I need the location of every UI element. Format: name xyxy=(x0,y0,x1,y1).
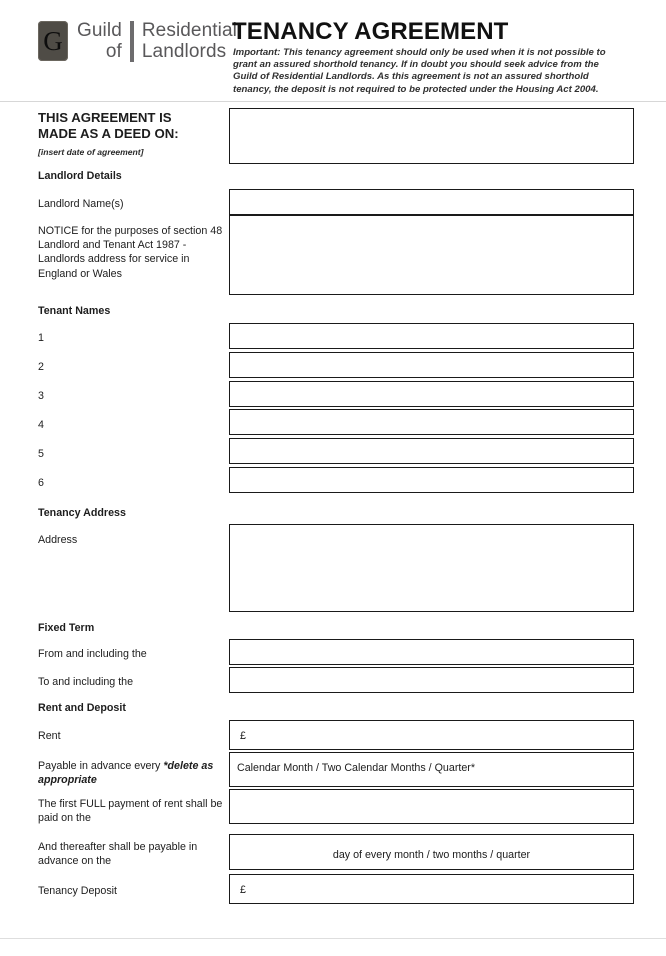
tenancy-address-label: Address xyxy=(38,534,78,546)
payable-frequency-options: Calendar Month / Two Calendar Months / Quarter* xyxy=(237,762,476,774)
tenancy-deposit-currency-symbol: £ xyxy=(240,884,246,896)
thereafter-payable-label: And thereafter shall be payable in advance on the xyxy=(38,841,198,868)
page-title: TENANCY AGREEMENT xyxy=(232,18,509,45)
tenant-row-number-1: 1 xyxy=(38,332,44,344)
fixed-term-to-field[interactable] xyxy=(229,667,634,693)
document-header xyxy=(0,0,666,104)
logo-word-of: of xyxy=(105,41,122,62)
landlord-notice-label: NOTICE for the purposes of section 48 Landlord and Tenant Act 1987 - Landlords address for service in England or Wales xyxy=(38,225,223,280)
tenant-names-heading: Tenant Names xyxy=(38,305,111,317)
rent-currency-symbol: £ xyxy=(240,730,246,742)
payable-in-advance-label xyxy=(38,759,231,787)
agreement-deed-heading-line1: THIS AGREEMENT IS xyxy=(38,110,172,125)
fixed-term-heading: Fixed Term xyxy=(38,622,95,634)
tenant-name-field-2[interactable] xyxy=(229,352,634,378)
first-full-payment-field[interactable] xyxy=(229,789,634,824)
logo-word-guild: Guild xyxy=(77,20,122,41)
tenant-row-number-6: 6 xyxy=(38,477,44,489)
agreement-deed-heading-line2: MADE AS A DEED ON: xyxy=(38,126,179,141)
landlord-name-field[interactable] xyxy=(229,189,634,215)
agreement-date-field[interactable] xyxy=(229,108,634,164)
tenant-name-field-6[interactable] xyxy=(229,467,634,493)
fixed-term-to-label: To and including the xyxy=(38,676,134,688)
fixed-term-from-field[interactable] xyxy=(229,639,634,665)
logo-divider xyxy=(130,21,134,62)
tenancy-deposit-label: Tenancy Deposit xyxy=(38,885,118,897)
tenancy-deposit-field[interactable] xyxy=(229,874,634,904)
logo-mark-icon xyxy=(38,21,68,61)
landlord-details-heading: Landlord Details xyxy=(38,170,122,182)
tenant-row-number-4: 4 xyxy=(38,419,44,431)
logo-word-residential: Residential xyxy=(141,20,237,41)
tenant-name-field-3[interactable] xyxy=(229,381,634,407)
logo-word-landlords: Landlords xyxy=(141,41,227,62)
important-notice-text: Important: This tenancy agreement should only be used when it is not possible to grant an assured shorthold tenancy. If in doubt you should seek advice from the Guild of Residential Landlords. As this agreement is not an assured shorthold tenancy, the deposit is not required to be protected under the Housing Act 2004. xyxy=(233,47,606,95)
rent-and-deposit-heading: Rent and Deposit xyxy=(38,702,126,714)
page-footer-divider xyxy=(0,938,666,939)
tenant-name-field-1[interactable] xyxy=(229,323,634,349)
rent-label: Rent xyxy=(38,730,61,742)
payable-in-advance-label-italic: *delete as appropriate xyxy=(38,760,214,787)
guild-of-residential-landlords-logo xyxy=(38,20,237,62)
header-divider xyxy=(0,101,666,102)
tenant-row-number-3: 3 xyxy=(38,390,44,402)
landlord-service-address-field[interactable] xyxy=(229,215,634,295)
payable-in-advance-label-plain: Payable in advance every xyxy=(38,760,164,772)
landlord-name-label: Landlord Name(s) xyxy=(38,198,124,210)
rent-field[interactable] xyxy=(229,720,634,750)
tenant-name-field-5[interactable] xyxy=(229,438,634,464)
tenant-row-number-2: 2 xyxy=(38,361,44,373)
logo-wordmark xyxy=(77,20,237,62)
tenant-row-number-5: 5 xyxy=(38,448,44,460)
tenancy-address-heading: Tenancy Address xyxy=(38,507,126,519)
fixed-term-from-label: From and including the xyxy=(38,648,147,660)
logo-mark-letter: G xyxy=(43,25,63,56)
tenancy-address-field[interactable] xyxy=(229,524,634,612)
agreement-date-hint: [insert date of agreement] xyxy=(38,147,144,157)
tenant-name-field-4[interactable] xyxy=(229,409,634,435)
thereafter-payable-value: day of every month / two months / quarter xyxy=(332,849,531,861)
first-full-payment-label: The first FULL payment of rent shall be paid on the xyxy=(38,798,223,825)
logo-left-words xyxy=(77,20,122,62)
logo-right-words xyxy=(142,20,237,62)
